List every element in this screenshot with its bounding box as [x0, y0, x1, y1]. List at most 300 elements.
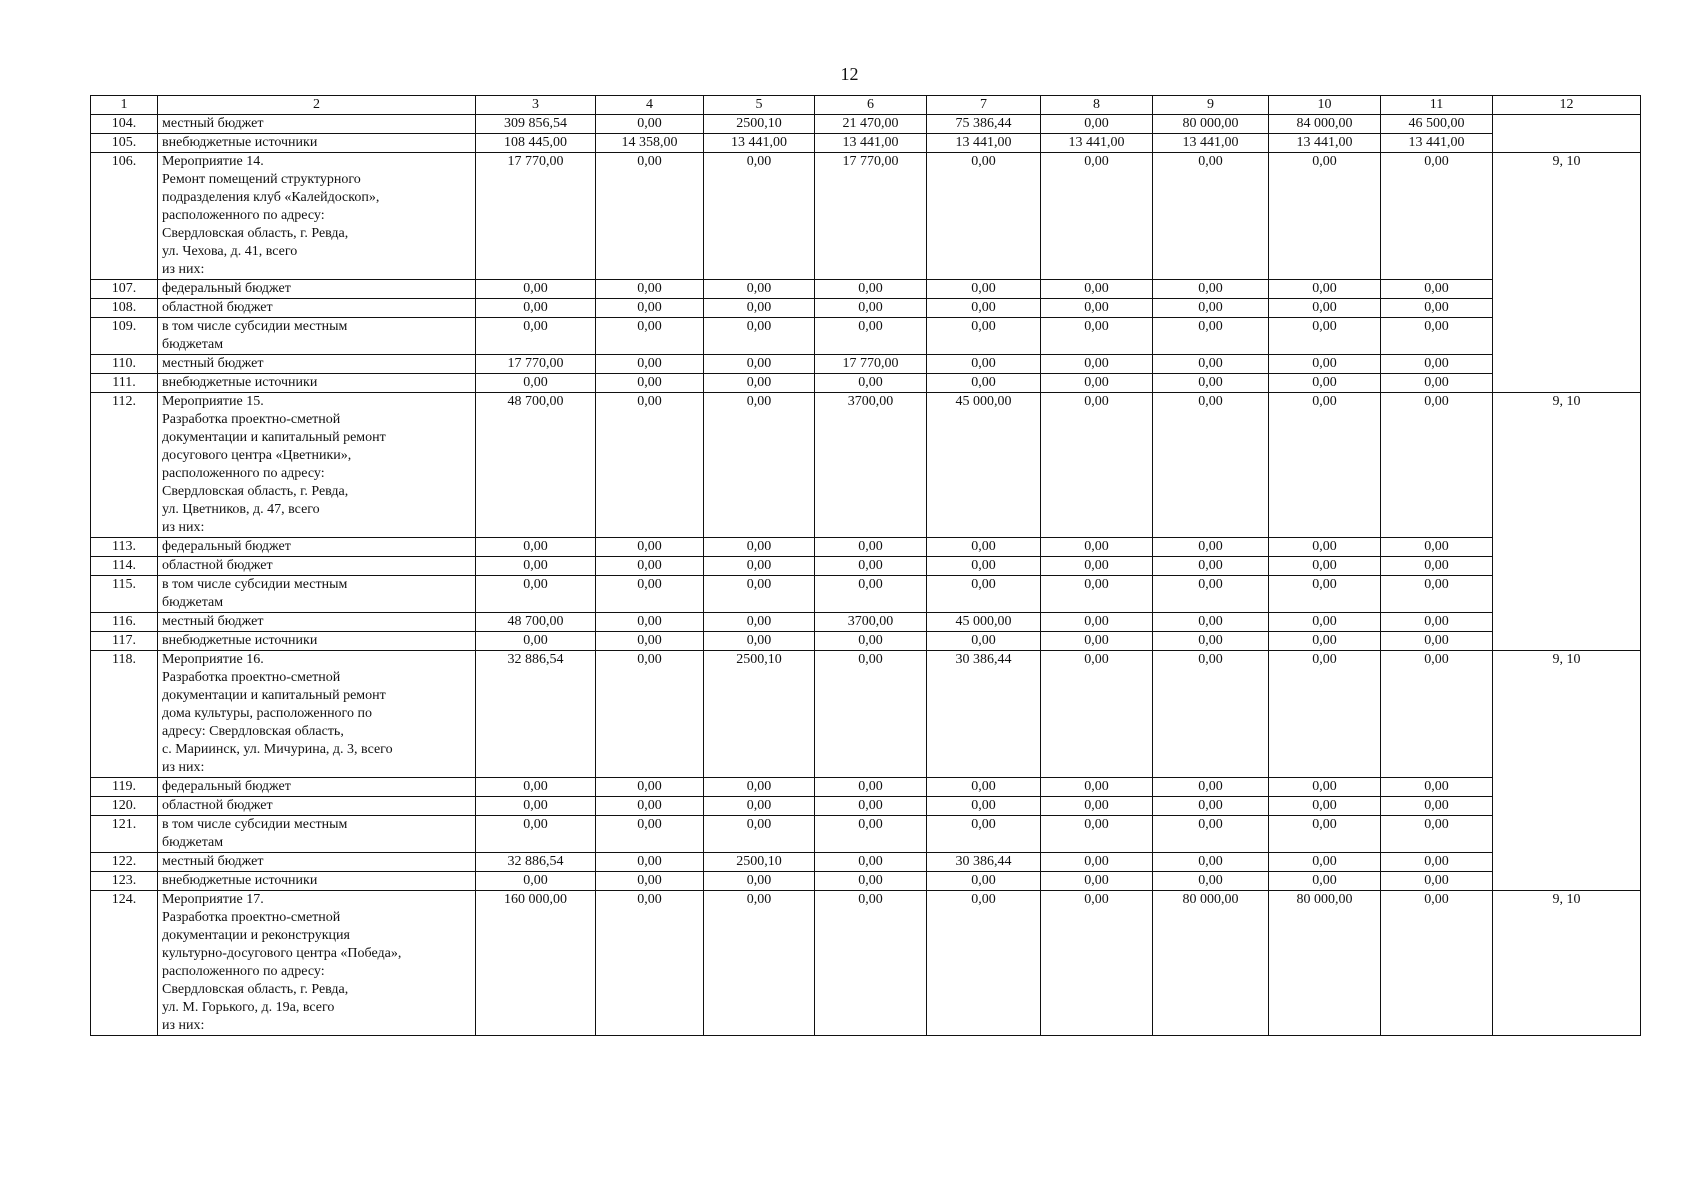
table-row [91, 576, 1641, 613]
table-row [91, 280, 1641, 299]
description-line: бюджетам [162, 835, 224, 850]
description-line: областной бюджет [162, 300, 273, 315]
value-cell: 0,00 [596, 393, 704, 538]
description-line: из них: [162, 760, 205, 775]
value-cell: 0,00 [1153, 355, 1269, 374]
value-cell: 0,00 [1381, 613, 1493, 632]
value-cell: 0,00 [1041, 576, 1153, 613]
value-cell: 0,00 [1381, 374, 1493, 393]
row-number: 113. [91, 538, 158, 557]
value-cell: 0,00 [815, 778, 927, 797]
value-cell: 17 770,00 [815, 153, 927, 280]
row-number: 117. [91, 632, 158, 651]
value-cell: 0,00 [815, 632, 927, 651]
value-cell: 0,00 [1041, 557, 1153, 576]
value-cell: 0,00 [1269, 651, 1381, 778]
row-number: 111. [91, 374, 158, 393]
table-row [91, 797, 1641, 816]
description-line: Свердловская область, г. Ревда, [162, 226, 349, 241]
value-cell: 0,00 [1153, 374, 1269, 393]
value-cell: 0,00 [476, 816, 596, 853]
value-cell: 0,00 [476, 280, 596, 299]
value-cell: 0,00 [815, 557, 927, 576]
description-line: с. Мариинск, ул. Мичурина, д. 3, всего [162, 742, 393, 757]
description-line: в том числе субсидии местным [162, 319, 348, 334]
table-row [91, 872, 1641, 891]
row-number: 116. [91, 613, 158, 632]
value-cell: 0,00 [476, 576, 596, 613]
value-cell: 0,00 [1269, 538, 1381, 557]
budget-table-container [90, 95, 1641, 1036]
table-row [91, 632, 1641, 651]
row-description [158, 853, 476, 872]
value-cell: 0,00 [1153, 632, 1269, 651]
value-cell: 0,00 [596, 891, 704, 1036]
description-line: расположенного по адресу: [162, 964, 325, 979]
value-cell: 0,00 [704, 153, 815, 280]
value-cell: 0,00 [476, 538, 596, 557]
value-cell: 0,00 [596, 538, 704, 557]
description-line: ул. Цветников, д. 47, всего [162, 502, 320, 517]
value-cell: 0,00 [1381, 816, 1493, 853]
description-line: расположенного по адресу: [162, 208, 325, 223]
value-cell: 13 441,00 [927, 134, 1041, 153]
value-cell: 0,00 [815, 299, 927, 318]
row-description [158, 374, 476, 393]
value-cell: 0,00 [1381, 797, 1493, 816]
row-description [158, 891, 476, 1036]
value-cell: 80 000,00 [1153, 891, 1269, 1036]
row-description [158, 872, 476, 891]
value-cell: 0,00 [596, 576, 704, 613]
value-cell: 32 886,54 [476, 853, 596, 872]
value-cell: 0,00 [596, 797, 704, 816]
row-number: 118. [91, 651, 158, 778]
row-description [158, 280, 476, 299]
value-cell: 0,00 [1153, 797, 1269, 816]
value-cell: 0,00 [1153, 778, 1269, 797]
column-header: 6 [815, 96, 927, 115]
value-cell: 0,00 [596, 115, 704, 134]
header-row [91, 96, 1641, 115]
row-number: 107. [91, 280, 158, 299]
row-number: 110. [91, 355, 158, 374]
value-cell: 0,00 [1381, 280, 1493, 299]
value-cell: 2500,10 [704, 115, 815, 134]
description-line: расположенного по адресу: [162, 466, 325, 481]
row-number: 105. [91, 134, 158, 153]
value-cell: 0,00 [815, 538, 927, 557]
note-cell: 9, 10 [1493, 891, 1641, 1036]
row-description [158, 557, 476, 576]
description-line: в том числе субсидии местным [162, 817, 348, 832]
column-header: 5 [704, 96, 815, 115]
value-cell: 0,00 [1041, 891, 1153, 1036]
column-header: 7 [927, 96, 1041, 115]
value-cell: 160 000,00 [476, 891, 596, 1036]
row-description [158, 816, 476, 853]
row-number: 123. [91, 872, 158, 891]
value-cell: 0,00 [1381, 299, 1493, 318]
value-cell: 0,00 [1153, 816, 1269, 853]
description-line: местный бюджет [162, 854, 264, 869]
row-number: 114. [91, 557, 158, 576]
value-cell: 108 445,00 [476, 134, 596, 153]
value-cell: 0,00 [704, 318, 815, 355]
value-cell: 0,00 [1269, 557, 1381, 576]
value-cell: 0,00 [927, 557, 1041, 576]
value-cell: 0,00 [596, 853, 704, 872]
description-line: досугового центра «Цветники», [162, 448, 352, 463]
value-cell: 0,00 [1381, 153, 1493, 280]
row-description [158, 651, 476, 778]
value-cell: 0,00 [704, 891, 815, 1036]
description-line: федеральный бюджет [162, 539, 291, 554]
value-cell: 0,00 [704, 374, 815, 393]
value-cell: 0,00 [596, 816, 704, 853]
row-number: 112. [91, 393, 158, 538]
value-cell: 17 770,00 [815, 355, 927, 374]
description-line: Свердловская область, г. Ревда, [162, 982, 349, 997]
value-cell: 0,00 [927, 318, 1041, 355]
value-cell: 0,00 [476, 872, 596, 891]
value-cell: 13 441,00 [1041, 134, 1153, 153]
table-row [91, 651, 1641, 778]
description-line: федеральный бюджет [162, 779, 291, 794]
value-cell: 13 441,00 [1153, 134, 1269, 153]
value-cell: 0,00 [1041, 613, 1153, 632]
description-line: из них: [162, 1018, 205, 1033]
description-line: Свердловская область, г. Ревда, [162, 484, 349, 499]
table-row [91, 318, 1641, 355]
value-cell: 0,00 [704, 355, 815, 374]
value-cell: 80 000,00 [1153, 115, 1269, 134]
value-cell: 0,00 [704, 299, 815, 318]
description-line: внебюджетные источники [162, 375, 318, 390]
value-cell: 0,00 [1041, 318, 1153, 355]
value-cell: 0,00 [476, 797, 596, 816]
description-line: внебюджетные источники [162, 135, 318, 150]
table-row [91, 153, 1641, 280]
value-cell: 0,00 [1153, 613, 1269, 632]
value-cell: 0,00 [815, 891, 927, 1036]
value-cell: 84 000,00 [1269, 115, 1381, 134]
value-cell: 0,00 [815, 318, 927, 355]
value-cell: 0,00 [1153, 576, 1269, 613]
value-cell: 0,00 [1041, 778, 1153, 797]
description-line: культурно-досугового центра «Победа», [162, 946, 402, 961]
row-number: 104. [91, 115, 158, 134]
value-cell: 0,00 [1269, 816, 1381, 853]
value-cell: 0,00 [815, 816, 927, 853]
value-cell: 32 886,54 [476, 651, 596, 778]
value-cell: 0,00 [596, 613, 704, 632]
description-line: из них: [162, 262, 205, 277]
value-cell: 13 441,00 [1269, 134, 1381, 153]
column-header: 1 [91, 96, 158, 115]
description-line: ул. Чехова, д. 41, всего [162, 244, 298, 259]
row-description [158, 115, 476, 134]
row-description [158, 393, 476, 538]
row-description [158, 778, 476, 797]
table-row [91, 891, 1641, 1036]
value-cell: 0,00 [596, 374, 704, 393]
description-line: областной бюджет [162, 798, 273, 813]
table-row [91, 299, 1641, 318]
value-cell: 0,00 [927, 280, 1041, 299]
page-number: 12 [840, 64, 859, 84]
row-number: 124. [91, 891, 158, 1036]
value-cell: 0,00 [1041, 280, 1153, 299]
value-cell: 0,00 [1041, 872, 1153, 891]
value-cell: 0,00 [1041, 651, 1153, 778]
row-number: 115. [91, 576, 158, 613]
value-cell: 0,00 [704, 613, 815, 632]
description-line: Мероприятие 17. [162, 892, 264, 907]
value-cell: 0,00 [1269, 872, 1381, 891]
value-cell: 13 441,00 [704, 134, 815, 153]
description-line: ул. М. Горького, д. 19а, всего [162, 1000, 335, 1015]
table-row [91, 613, 1641, 632]
value-cell: 0,00 [815, 872, 927, 891]
value-cell: 0,00 [704, 393, 815, 538]
row-description [158, 153, 476, 280]
value-cell: 0,00 [704, 816, 815, 853]
value-cell: 0,00 [1269, 374, 1381, 393]
description-line: бюджетам [162, 595, 224, 610]
row-number: 121. [91, 816, 158, 853]
column-header: 12 [1493, 96, 1641, 115]
description-line: местный бюджет [162, 356, 264, 371]
value-cell: 0,00 [815, 374, 927, 393]
note-cell: 9, 10 [1493, 393, 1641, 651]
value-cell: 0,00 [704, 557, 815, 576]
value-cell: 0,00 [1153, 153, 1269, 280]
note-cell [1493, 115, 1641, 153]
value-cell: 0,00 [1269, 318, 1381, 355]
value-cell: 30 386,44 [927, 853, 1041, 872]
value-cell: 0,00 [1269, 797, 1381, 816]
value-cell: 0,00 [815, 797, 927, 816]
value-cell: 0,00 [596, 318, 704, 355]
table-row [91, 355, 1641, 374]
value-cell: 0,00 [1381, 355, 1493, 374]
value-cell: 0,00 [476, 299, 596, 318]
value-cell: 0,00 [1269, 576, 1381, 613]
value-cell: 48 700,00 [476, 393, 596, 538]
value-cell: 21 470,00 [815, 115, 927, 134]
table-row [91, 374, 1641, 393]
description-line: дома культуры, расположенного по [162, 706, 372, 721]
value-cell: 0,00 [1153, 393, 1269, 538]
value-cell: 13 441,00 [1381, 134, 1493, 153]
description-line: документации и капитальный ремонт [162, 688, 386, 703]
value-cell: 0,00 [1269, 153, 1381, 280]
value-cell: 0,00 [1381, 557, 1493, 576]
value-cell: 0,00 [815, 576, 927, 613]
value-cell: 0,00 [815, 853, 927, 872]
value-cell: 45 000,00 [927, 393, 1041, 538]
value-cell: 0,00 [476, 318, 596, 355]
value-cell: 0,00 [1381, 778, 1493, 797]
value-cell: 0,00 [927, 576, 1041, 613]
value-cell: 0,00 [927, 778, 1041, 797]
value-cell: 0,00 [927, 374, 1041, 393]
value-cell: 0,00 [704, 778, 815, 797]
description-line: Мероприятие 14. [162, 154, 264, 169]
value-cell: 0,00 [927, 816, 1041, 853]
value-cell: 0,00 [815, 651, 927, 778]
description-line: Разработка проектно-сметной [162, 670, 341, 685]
value-cell: 80 000,00 [1269, 891, 1381, 1036]
value-cell: 0,00 [704, 576, 815, 613]
value-cell: 0,00 [1153, 299, 1269, 318]
row-description [158, 134, 476, 153]
row-number: 106. [91, 153, 158, 280]
table-row [91, 557, 1641, 576]
value-cell: 0,00 [815, 280, 927, 299]
row-description [158, 797, 476, 816]
value-cell: 0,00 [704, 797, 815, 816]
value-cell: 0,00 [1381, 632, 1493, 651]
budget-table [90, 95, 1641, 1036]
value-cell: 30 386,44 [927, 651, 1041, 778]
value-cell: 0,00 [596, 872, 704, 891]
column-header: 9 [1153, 96, 1269, 115]
value-cell: 0,00 [1381, 872, 1493, 891]
description-line: местный бюджет [162, 614, 264, 629]
row-description [158, 355, 476, 374]
description-line: Мероприятие 16. [162, 652, 264, 667]
table-row [91, 816, 1641, 853]
value-cell: 0,00 [1381, 576, 1493, 613]
value-cell: 0,00 [1269, 632, 1381, 651]
value-cell: 0,00 [927, 797, 1041, 816]
value-cell: 0,00 [927, 153, 1041, 280]
description-line: документации и капитальный ремонт [162, 430, 386, 445]
note-cell: 9, 10 [1493, 651, 1641, 891]
value-cell: 17 770,00 [476, 153, 596, 280]
description-line: областной бюджет [162, 558, 273, 573]
value-cell: 48 700,00 [476, 613, 596, 632]
value-cell: 0,00 [1269, 778, 1381, 797]
column-header: 2 [158, 96, 476, 115]
description-line: бюджетам [162, 337, 224, 352]
row-number: 120. [91, 797, 158, 816]
value-cell: 0,00 [1041, 374, 1153, 393]
value-cell: 0,00 [1381, 891, 1493, 1036]
value-cell: 0,00 [1381, 538, 1493, 557]
row-description [158, 613, 476, 632]
value-cell: 75 386,44 [927, 115, 1041, 134]
value-cell: 17 770,00 [476, 355, 596, 374]
value-cell: 0,00 [1269, 299, 1381, 318]
value-cell: 0,00 [596, 299, 704, 318]
row-description [158, 318, 476, 355]
row-number: 108. [91, 299, 158, 318]
value-cell: 0,00 [1269, 355, 1381, 374]
description-line: в том числе субсидии местным [162, 577, 348, 592]
value-cell: 0,00 [1269, 393, 1381, 538]
value-cell: 0,00 [1381, 318, 1493, 355]
table-row [91, 393, 1641, 538]
value-cell: 0,00 [596, 632, 704, 651]
value-cell: 0,00 [704, 280, 815, 299]
value-cell: 0,00 [1041, 153, 1153, 280]
value-cell: 0,00 [1041, 797, 1153, 816]
value-cell: 0,00 [927, 355, 1041, 374]
value-cell: 0,00 [1153, 872, 1269, 891]
column-header: 8 [1041, 96, 1153, 115]
value-cell: 0,00 [704, 632, 815, 651]
description-line: внебюджетные источники [162, 873, 318, 888]
value-cell: 0,00 [1381, 651, 1493, 778]
row-description [158, 538, 476, 557]
table-row [91, 778, 1641, 797]
value-cell: 0,00 [476, 557, 596, 576]
value-cell: 0,00 [1269, 613, 1381, 632]
description-line: документации и реконструкция [162, 928, 350, 943]
value-cell: 0,00 [596, 355, 704, 374]
value-cell: 0,00 [1041, 853, 1153, 872]
value-cell: 0,00 [1269, 853, 1381, 872]
value-cell: 2500,10 [704, 651, 815, 778]
value-cell: 2500,10 [704, 853, 815, 872]
value-cell: 13 441,00 [815, 134, 927, 153]
row-description [158, 576, 476, 613]
value-cell: 46 500,00 [1381, 115, 1493, 134]
table-row [91, 538, 1641, 557]
value-cell: 0,00 [1153, 557, 1269, 576]
column-header: 11 [1381, 96, 1493, 115]
value-cell: 0,00 [1041, 299, 1153, 318]
description-line: внебюджетные источники [162, 633, 318, 648]
description-line: федеральный бюджет [162, 281, 291, 296]
value-cell: 0,00 [927, 538, 1041, 557]
row-number: 119. [91, 778, 158, 797]
row-description [158, 632, 476, 651]
table-body [91, 96, 1641, 1036]
value-cell: 0,00 [1381, 393, 1493, 538]
value-cell: 0,00 [1153, 651, 1269, 778]
description-line: из них: [162, 520, 205, 535]
value-cell: 0,00 [596, 778, 704, 797]
table-row [91, 853, 1641, 872]
description-line: адресу: Свердловская область, [162, 724, 344, 739]
description-line: местный бюджет [162, 116, 264, 131]
description-line: Разработка проектно-сметной [162, 412, 341, 427]
description-line: подразделения клуб «Калейдоскоп», [162, 190, 380, 205]
value-cell: 0,00 [1041, 538, 1153, 557]
value-cell: 0,00 [927, 891, 1041, 1036]
value-cell: 0,00 [476, 632, 596, 651]
value-cell: 0,00 [1153, 318, 1269, 355]
table-row [91, 115, 1641, 134]
column-header: 4 [596, 96, 704, 115]
value-cell: 0,00 [927, 872, 1041, 891]
description-line: Разработка проектно-сметной [162, 910, 341, 925]
value-cell: 0,00 [476, 778, 596, 797]
value-cell: 0,00 [704, 872, 815, 891]
table-row [91, 134, 1641, 153]
value-cell: 3700,00 [815, 613, 927, 632]
value-cell: 0,00 [1041, 355, 1153, 374]
column-header: 3 [476, 96, 596, 115]
value-cell: 0,00 [476, 374, 596, 393]
value-cell: 0,00 [1153, 538, 1269, 557]
column-header: 10 [1269, 96, 1381, 115]
value-cell: 0,00 [596, 557, 704, 576]
